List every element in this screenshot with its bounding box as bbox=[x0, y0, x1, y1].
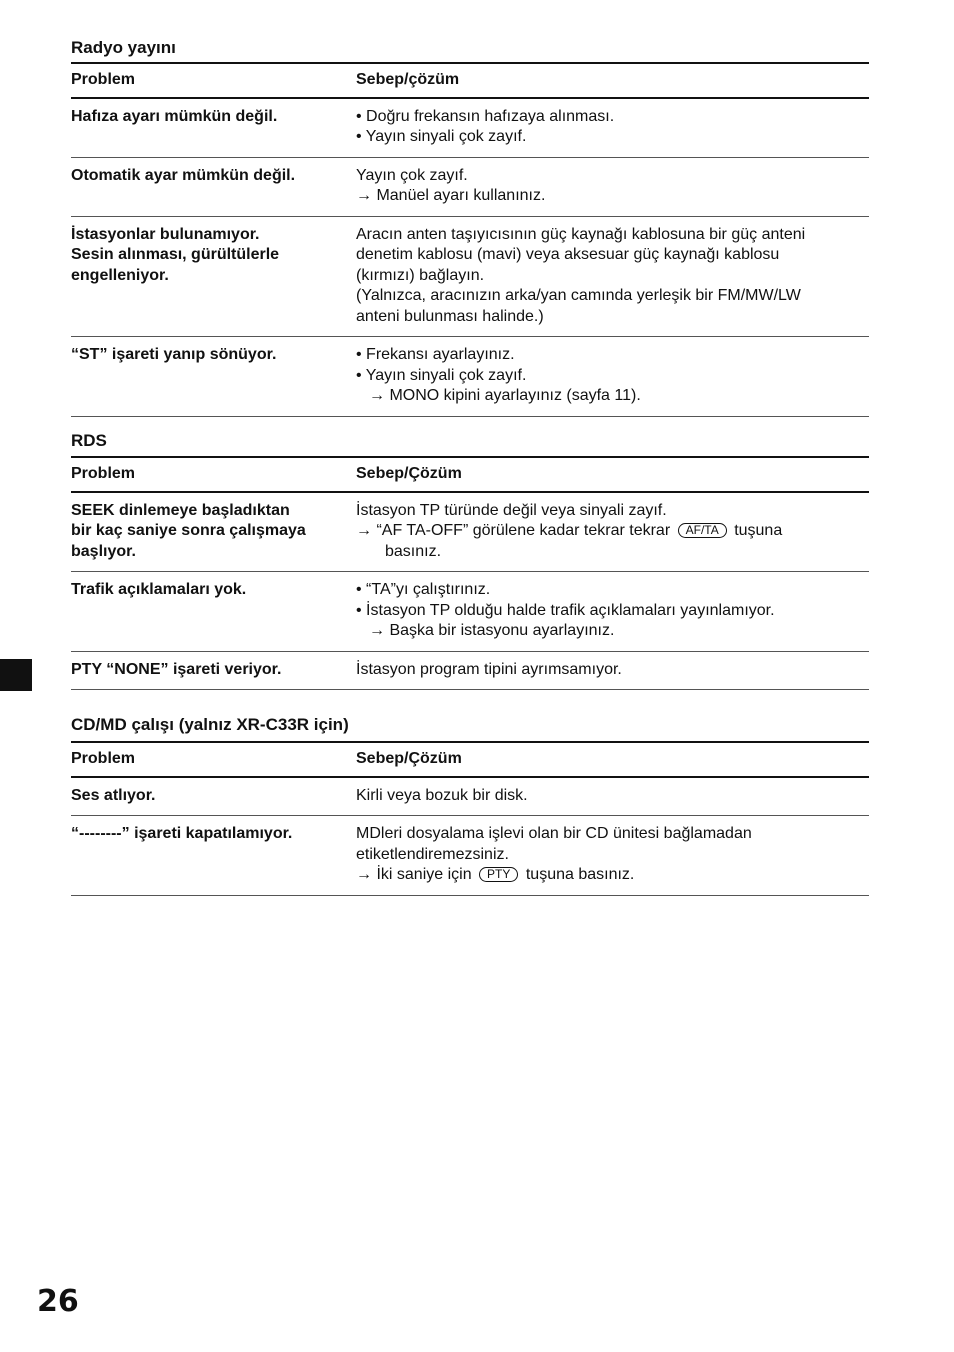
solution-cell bbox=[356, 216, 869, 337]
problem-text: PTY “NONE” işareti veriyor. bbox=[71, 660, 282, 678]
solution-text: • Yayın sinyali çok zayıf. bbox=[356, 128, 527, 145]
solution-text bbox=[356, 865, 869, 886]
table-row bbox=[71, 492, 869, 572]
table-row bbox=[71, 337, 869, 417]
page-number: 26 bbox=[37, 1284, 79, 1319]
table-row bbox=[71, 216, 869, 337]
solution-text-part: → “AF TA-OFF” görülene kadar tekrar tekrar bbox=[356, 522, 671, 539]
solution-cell bbox=[356, 651, 869, 690]
solution-text: etiketlendiremezsiniz. bbox=[356, 845, 509, 863]
pty-key-label: PTY bbox=[479, 867, 518, 882]
solution-cell bbox=[356, 492, 869, 572]
solution-cell bbox=[356, 777, 869, 816]
solution-text-part: tuşuna basınız. bbox=[525, 866, 635, 883]
solution-cell bbox=[356, 157, 869, 216]
problem-text: İstasyonlar bulunamıyor. bbox=[71, 225, 260, 243]
solution-text: Aracın anten taşıyıcısının güç kaynağı kablosuna bir güç anteni bbox=[356, 225, 806, 243]
table-row bbox=[71, 572, 869, 652]
problem-cell bbox=[71, 777, 356, 816]
table-row bbox=[71, 98, 869, 158]
solution-text-part: tuşuna bbox=[734, 522, 783, 539]
problem-text: bir kaç saniye sonra çalışmaya bbox=[71, 522, 306, 539]
solution-text: • “TA”yı çalıştırınız. bbox=[356, 581, 491, 598]
solution-text: Kirli veya bozuk bir disk. bbox=[356, 786, 528, 804]
solution-text: Yayın çok zayıf. bbox=[356, 166, 468, 184]
problem-text: Sesin alınması, gürültülerle bbox=[71, 246, 280, 263]
section-cd-md bbox=[71, 715, 869, 896]
solution-text: • Yayın sinyali çok zayıf. bbox=[356, 366, 527, 384]
header-problem: Problem bbox=[71, 465, 136, 482]
solution-text: MDleri dosyalama işlevi olan bir CD ünitesi bağlamadan bbox=[356, 825, 752, 842]
section-tab-marker bbox=[0, 659, 32, 691]
solution-text: İstasyon TP türünde değil veya sinyali zayıf. bbox=[356, 501, 667, 519]
header-solution: Sebep/Çözüm bbox=[356, 750, 462, 767]
problem-cell bbox=[71, 157, 356, 216]
header-solution: Sebep/çözüm bbox=[356, 71, 460, 88]
table-header-row bbox=[71, 457, 869, 492]
solution-cell bbox=[356, 816, 869, 896]
solution-cell bbox=[356, 337, 869, 417]
solution-text: anteni bulunması halinde.) bbox=[356, 307, 544, 325]
solution-text: • Frekansı ayarlayınız. bbox=[356, 346, 515, 363]
solution-text: • Doğru frekansın hafızaya alınması. bbox=[356, 107, 615, 125]
section-title: Radyo yayını bbox=[71, 38, 176, 57]
problem-text: engelleniyor. bbox=[71, 266, 169, 284]
problem-cell bbox=[71, 651, 356, 690]
header-problem: Problem bbox=[71, 71, 136, 88]
table-row bbox=[71, 651, 869, 690]
table-row bbox=[71, 816, 869, 896]
section-rds bbox=[71, 431, 869, 690]
section-radio bbox=[71, 38, 869, 417]
solution-cell bbox=[356, 98, 869, 158]
problem-cell bbox=[71, 816, 356, 896]
problem-cell bbox=[71, 572, 356, 652]
solution-text: (kırmızı) bağlayın. bbox=[356, 266, 485, 284]
troubleshoot-table bbox=[71, 62, 869, 417]
header-problem: Problem bbox=[71, 750, 136, 767]
solution-text-part: → İki saniye için bbox=[356, 866, 472, 883]
problem-text: Otomatik ayar mümkün değil. bbox=[71, 166, 296, 184]
problem-cell bbox=[71, 492, 356, 572]
problem-cell bbox=[71, 337, 356, 417]
solution-cell bbox=[356, 572, 869, 652]
table-row bbox=[71, 777, 869, 816]
troubleshoot-table bbox=[71, 456, 869, 690]
solution-text: (Yalnızca, aracınızın arka/yan camında yerleşik bir FM/MW/LW bbox=[356, 287, 801, 304]
header-solution: Sebep/Çözüm bbox=[356, 465, 462, 482]
solution-text: basınız. bbox=[385, 542, 442, 560]
problem-text: Hafıza ayarı mümkün değil. bbox=[71, 107, 278, 125]
solution-text: İstasyon program tipini ayrımsamıyor. bbox=[356, 660, 622, 678]
solution-text: → Manüel ayarı kullanınız. bbox=[356, 187, 546, 204]
solution-text: → Başka bir istasyonu ayarlayınız. bbox=[369, 622, 615, 639]
solution-text: → MONO kipini ayarlayınız (sayfa 11). bbox=[369, 387, 641, 404]
problem-cell bbox=[71, 216, 356, 337]
section-title: CD/MD çalışı (yalnız XR-C33R için) bbox=[71, 715, 349, 734]
section-title: RDS bbox=[71, 431, 107, 450]
table-row bbox=[71, 157, 869, 216]
problem-text: başlıyor. bbox=[71, 542, 136, 560]
problem-text: “--------” işareti kapatılamıyor. bbox=[71, 825, 293, 842]
solution-text: • İstasyon TP olduğu halde trafik açıklamaları yayınlamıyor. bbox=[356, 601, 775, 619]
af-ta-key-label: AF/TA bbox=[678, 523, 727, 538]
problem-text: SEEK dinlemeye başladıktan bbox=[71, 501, 290, 519]
problem-text: Trafik açıklamaları yok. bbox=[71, 581, 247, 598]
solution-text bbox=[356, 521, 869, 542]
troubleshoot-table bbox=[71, 741, 869, 896]
solution-text: denetim kablosu (mavi) veya aksesuar güç kaynağı kablosu bbox=[356, 246, 780, 263]
problem-cell bbox=[71, 98, 356, 158]
problem-text: “ST” işareti yanıp sönüyor. bbox=[71, 346, 277, 363]
table-header-row bbox=[71, 742, 869, 777]
table-header-row bbox=[71, 63, 869, 98]
problem-text: Ses atlıyor. bbox=[71, 786, 156, 804]
